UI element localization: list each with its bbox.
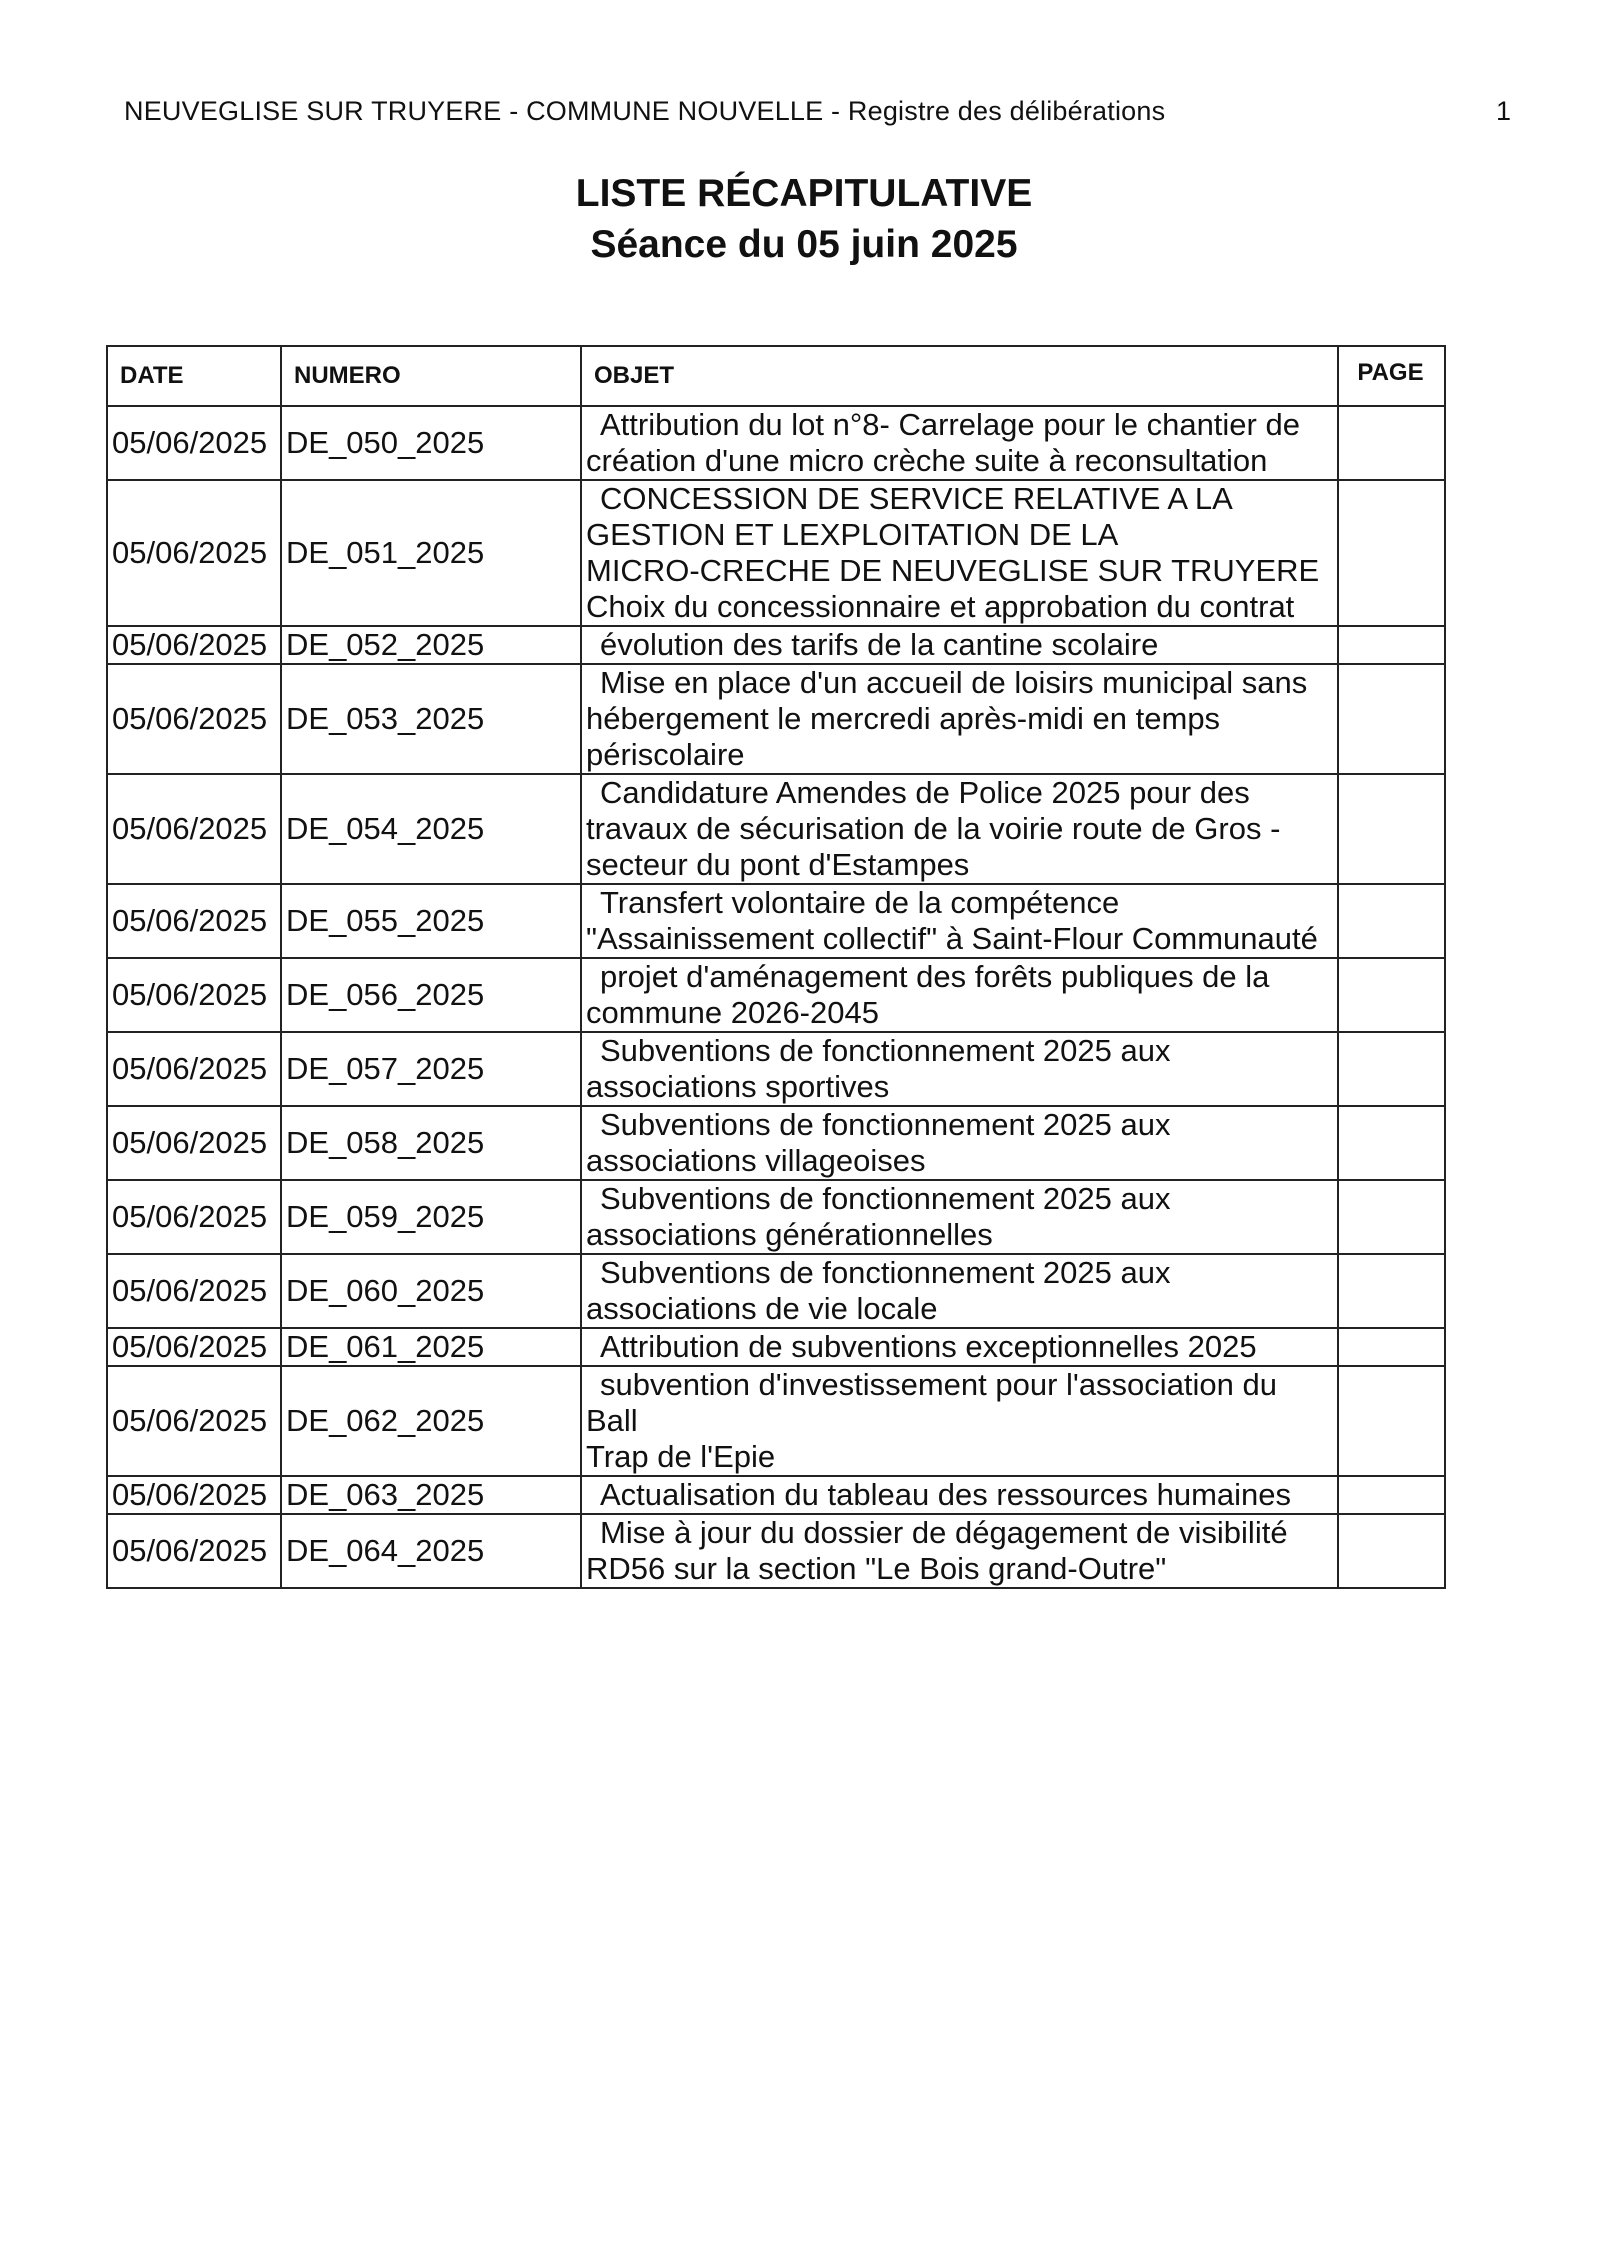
objet-line: MICRO-CRECHE DE NEUVEGLISE SUR TRUYERE <box>586 553 1320 588</box>
cell-date: 05/06/2025 <box>107 884 281 958</box>
cell-date: 05/06/2025 <box>107 1328 281 1366</box>
document-header: NEUVEGLISE SUR TRUYERE - COMMUNE NOUVELLE - Registre des délibérations <box>124 96 1166 126</box>
cell-page <box>1338 774 1445 884</box>
cell-objet <box>581 1514 1338 1588</box>
objet-line: Trap de l'Epie <box>586 1439 776 1474</box>
cell-date: 05/06/2025 <box>107 958 281 1032</box>
objet-line: associations générationnelles <box>586 1217 993 1252</box>
objet-line: Mise à jour du dossier de dégagement de visibilité <box>600 1515 1288 1550</box>
cell-page <box>1338 480 1445 626</box>
cell-date: 05/06/2025 <box>107 1476 281 1514</box>
cell-objet <box>581 480 1338 626</box>
objet-line: Mise en place d'un accueil de loisirs municipal sans <box>600 665 1308 700</box>
column-header-numero: NUMERO <box>281 346 581 406</box>
cell-numero: DE_058_2025 <box>281 1106 581 1180</box>
objet-line: associations sportives <box>586 1069 890 1104</box>
cell-objet <box>581 1328 1338 1366</box>
cell-date: 05/06/2025 <box>107 480 281 626</box>
cell-page <box>1338 958 1445 1032</box>
cell-numero: DE_060_2025 <box>281 1254 581 1328</box>
cell-date: 05/06/2025 <box>107 1032 281 1106</box>
objet-line: associations villageoises <box>586 1143 926 1178</box>
cell-objet <box>581 1476 1338 1514</box>
objet-line: GESTION ET LEXPLOITATION DE LA <box>586 517 1119 552</box>
cell-objet <box>581 1180 1338 1254</box>
table-row <box>107 664 1445 774</box>
objet-line: Attribution de subventions exceptionnelles 2025 <box>600 1329 1257 1364</box>
cell-page <box>1338 626 1445 664</box>
objet-line: RD56 sur la section "Le Bois grand-Outre" <box>586 1551 1167 1586</box>
cell-numero: DE_056_2025 <box>281 958 581 1032</box>
objet-line: associations de vie locale <box>586 1291 938 1326</box>
cell-date: 05/06/2025 <box>107 1180 281 1254</box>
cell-page <box>1338 1328 1445 1366</box>
cell-numero: DE_050_2025 <box>281 406 581 480</box>
objet-line: Choix du concessionnaire et approbation du contrat <box>586 589 1295 624</box>
cell-objet <box>581 1106 1338 1180</box>
objet-line: "Assainissement collectif" à Saint-Flour Communauté <box>586 921 1318 956</box>
table-row <box>107 1106 1445 1180</box>
page-number: 1 <box>1496 96 1512 126</box>
cell-objet <box>581 884 1338 958</box>
cell-objet <box>581 1366 1338 1476</box>
deliberations-table <box>106 345 1446 1589</box>
cell-numero: DE_053_2025 <box>281 664 581 774</box>
objet-line: Subventions de fonctionnement 2025 aux <box>600 1107 1171 1142</box>
cell-page <box>1338 1032 1445 1106</box>
table-row <box>107 1476 1445 1514</box>
cell-date: 05/06/2025 <box>107 626 281 664</box>
table-row <box>107 480 1445 626</box>
cell-numero: DE_061_2025 <box>281 1328 581 1366</box>
cell-numero: DE_051_2025 <box>281 480 581 626</box>
table-row <box>107 1032 1445 1106</box>
cell-date: 05/06/2025 <box>107 1254 281 1328</box>
cell-page <box>1338 1180 1445 1254</box>
table-row <box>107 1514 1445 1588</box>
cell-page <box>1338 1366 1445 1476</box>
objet-line: Attribution du lot n°8- Carrelage pour le chantier de <box>600 407 1300 442</box>
cell-date: 05/06/2025 <box>107 1514 281 1588</box>
objet-line: commune 2026-2045 <box>586 995 879 1030</box>
cell-page <box>1338 1476 1445 1514</box>
cell-page <box>1338 664 1445 774</box>
cell-numero: DE_062_2025 <box>281 1366 581 1476</box>
table-row <box>107 958 1445 1032</box>
cell-page <box>1338 406 1445 480</box>
objet-line: CONCESSION DE SERVICE RELATIVE A LA <box>600 481 1233 516</box>
cell-page <box>1338 1514 1445 1588</box>
objet-line: création d'une micro crèche suite à reconsultation <box>586 443 1268 478</box>
objet-line: Subventions de fonctionnement 2025 aux <box>600 1181 1171 1216</box>
cell-objet <box>581 1032 1338 1106</box>
cell-numero: DE_054_2025 <box>281 774 581 884</box>
cell-date: 05/06/2025 <box>107 774 281 884</box>
objet-line: évolution des tarifs de la cantine scolaire <box>600 627 1159 662</box>
cell-date: 05/06/2025 <box>107 664 281 774</box>
cell-date: 05/06/2025 <box>107 1366 281 1476</box>
objet-line: Subventions de fonctionnement 2025 aux <box>600 1255 1171 1290</box>
cell-numero: DE_063_2025 <box>281 1476 581 1514</box>
table-body <box>107 406 1445 1588</box>
cell-objet <box>581 774 1338 884</box>
cell-objet <box>581 406 1338 480</box>
column-header-page: PAGE <box>1338 346 1445 406</box>
title-line-1: LISTE RÉCAPITULATIVE <box>575 172 1033 215</box>
cell-page <box>1338 1106 1445 1180</box>
cell-numero: DE_064_2025 <box>281 1514 581 1588</box>
column-header-objet: OBJET <box>581 346 1338 406</box>
cell-date: 05/06/2025 <box>107 406 281 480</box>
table-header-row <box>107 346 1445 406</box>
cell-objet <box>581 958 1338 1032</box>
column-header-date: DATE <box>107 346 281 406</box>
table-row <box>107 406 1445 480</box>
cell-numero: DE_055_2025 <box>281 884 581 958</box>
cell-numero: DE_059_2025 <box>281 1180 581 1254</box>
objet-line: subvention d'investissement pour l'association du Ball <box>586 1367 1278 1438</box>
objet-line: Subventions de fonctionnement 2025 aux <box>600 1033 1171 1068</box>
objet-line: périscolaire <box>586 737 745 772</box>
table-row <box>107 1180 1445 1254</box>
objet-line: Transfert volontaire de la compétence <box>600 885 1120 920</box>
objet-line: hébergement le mercredi après-midi en temps <box>586 701 1221 736</box>
cell-numero: DE_052_2025 <box>281 626 581 664</box>
cell-objet <box>581 626 1338 664</box>
objet-line: Actualisation du tableau des ressources humaines <box>600 1477 1292 1512</box>
objet-line: projet d'aménagement des forêts publiques de la <box>600 959 1270 994</box>
document-title <box>0 168 1600 270</box>
cell-page <box>1338 1254 1445 1328</box>
cell-numero: DE_057_2025 <box>281 1032 581 1106</box>
cell-objet <box>581 1254 1338 1328</box>
objet-line: travaux de sécurisation de la voirie route de Gros - <box>586 811 1281 846</box>
cell-date: 05/06/2025 <box>107 1106 281 1180</box>
objet-line: secteur du pont d'Estampes <box>586 847 970 882</box>
table-row <box>107 1254 1445 1328</box>
cell-objet <box>581 664 1338 774</box>
table-row <box>107 774 1445 884</box>
table-row <box>107 1366 1445 1476</box>
title-line-2: Séance du 05 juin 2025 <box>590 223 1018 266</box>
table-row <box>107 884 1445 958</box>
table-row <box>107 1328 1445 1366</box>
table-row <box>107 626 1445 664</box>
cell-page <box>1338 884 1445 958</box>
objet-line: Candidature Amendes de Police 2025 pour des <box>600 775 1250 810</box>
